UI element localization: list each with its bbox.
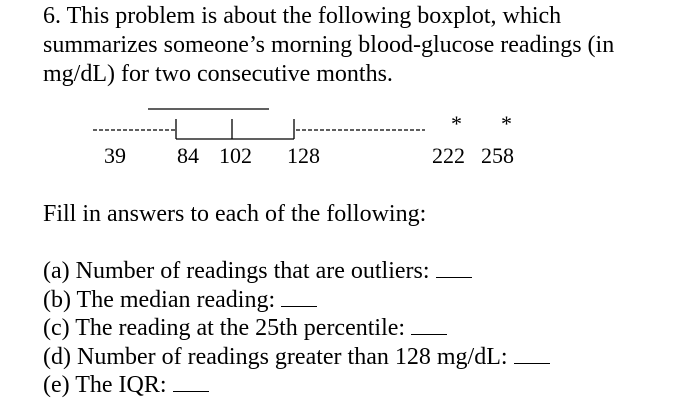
problem-intro: 6. This problem is about the following boxplot, which summarizes someone’s morning blood-glucose readings (in mg/dL) for two consecutive months. [43, 3, 615, 87]
tick-label-outlier-2: 258 [481, 143, 514, 168]
answer-blank[interactable] [436, 259, 472, 278]
question-text: (e) The IQR: [43, 372, 167, 398]
outlier-marker-2: * [501, 111, 512, 136]
answer-blank[interactable] [281, 288, 317, 307]
question-c [43, 314, 550, 343]
question-a [43, 257, 550, 286]
answer-blank[interactable] [514, 345, 550, 364]
boxplot [0, 0, 685, 180]
tick-label-min: 39 [104, 143, 126, 168]
tick-label-q3: 128 [287, 143, 320, 168]
question-e [43, 371, 550, 400]
tick-label-median: 102 [219, 143, 252, 168]
question-text: (a) Number of readings that are outliers: [43, 258, 430, 284]
question-list [43, 257, 550, 400]
question-text: (c) The reading at the 25th percentile: [43, 315, 406, 341]
question-text: (d) Number of readings greater than 128 mg/dL: [43, 343, 508, 370]
answer-blank[interactable] [173, 373, 209, 392]
question-b [43, 286, 550, 315]
tick-label-outlier-1: 222 [432, 143, 465, 168]
outlier-marker-1: * [451, 111, 462, 136]
instructions: Fill in answers to each of the following: [43, 201, 427, 227]
answer-blank[interactable] [411, 316, 447, 335]
question-text: (b) The median reading: [43, 286, 276, 313]
tick-label-q1: 84 [177, 143, 199, 168]
question-d [43, 343, 550, 372]
